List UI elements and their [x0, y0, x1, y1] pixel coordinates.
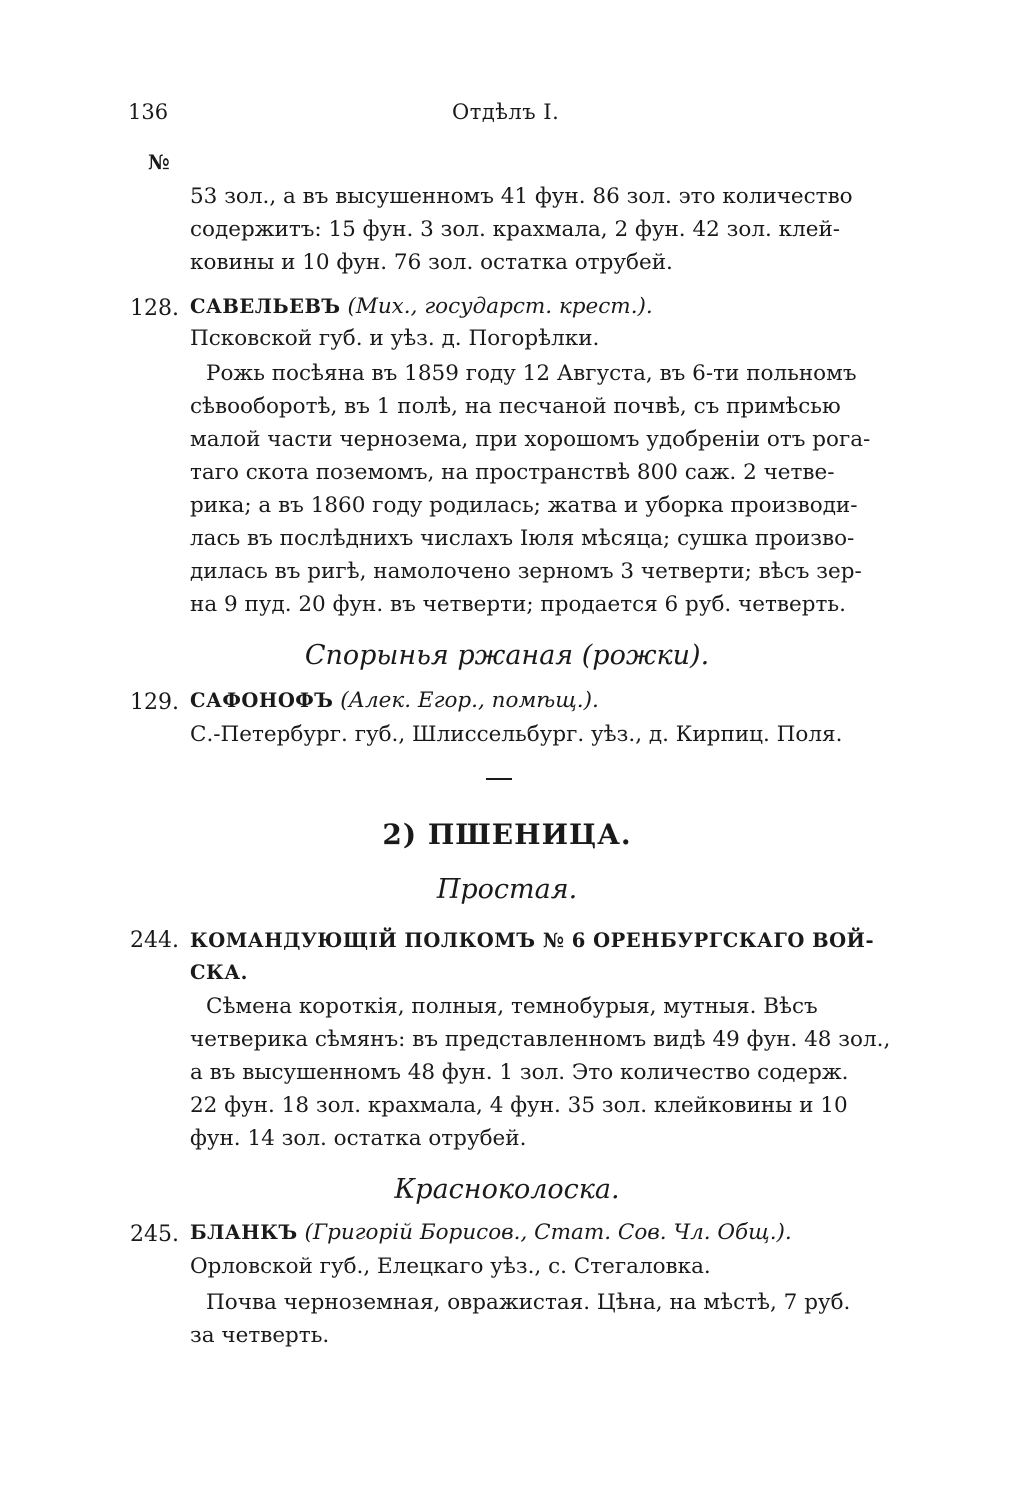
entry-128-text-line-4: таго скота поземомъ, на пространствѣ 800 саж. 2 четве- — [190, 460, 835, 485]
entry-244-text-line-2: четверика сѣмянъ: въ представленномъ видѣ 49 фун. 48 зол., — [190, 1027, 891, 1052]
entry-128-text-line-7: дилась въ ригѣ, намолочено зерномъ 3 четверти; вѣсъ зер- — [190, 559, 862, 584]
entry-128-text-line-2: сѣвооборотѣ, въ 1 полѣ, на песчаной почвѣ, съ примѣсью — [190, 394, 841, 419]
entry-number-128: 128. — [130, 296, 179, 321]
entry-number-244: 244. — [130, 928, 179, 953]
entry-128-text-line-6: лась въ послѣднихъ числахъ Іюля мѣсяца; сушка произво- — [190, 526, 855, 551]
entry-128-text-line-1: Рожь посѣяна въ 1859 году 12 Августа, въ 6-ти польномъ — [206, 361, 857, 386]
heading-sporynya: Спорынья ржаная (рожки). — [304, 640, 710, 671]
entry-245-heading — [190, 1222, 792, 1244]
entry-number-245: 245. — [130, 1222, 179, 1247]
entry-129-name: САФОНОФЪ — [190, 689, 334, 712]
entry-244-text-line-5: фун. 14 зол. остатка отрубей. — [190, 1126, 527, 1151]
entry-128-details: (Мих., государст. крест.). — [347, 294, 653, 319]
heading-pshenitsa: 2) ПШЕНИЦА. — [382, 818, 632, 851]
entry-245-name: БЛАНКЪ — [190, 1221, 298, 1244]
entry-244-text-line-4: 22 фун. 18 зол. крахмала, 4 фун. 35 зол. клейковины и 10 — [190, 1093, 848, 1118]
entry-244-name-end: СКА. — [190, 961, 248, 984]
page-number: 136 — [128, 100, 169, 124]
continuation-line-2: содержитъ: 15 фун. 3 зол. крахмала, 2 фун. 42 зол. клей- — [190, 217, 841, 242]
running-head: Отдѣлъ I. — [452, 100, 560, 124]
number-mark: № — [148, 150, 170, 174]
entry-128-text-line-5: рика; а въ 1860 году родилась; жатва и уборка производи- — [190, 493, 858, 518]
entry-245-text-line-1: Почва черноземная, овражистая. Цѣна, на мѣстѣ, 7 руб. — [206, 1290, 851, 1315]
entry-128-name: САВЕЛЬЕВЪ — [190, 295, 341, 318]
continuation-line-1 — [190, 186, 858, 208]
entry-244-text-line-3: а въ высушенномъ 48 фун. 1 зол. Это количество содерж. — [190, 1060, 849, 1085]
entry-128-text-line-8: на 9 пуд. 20 фун. въ четверти; продается 6 руб. четверть. — [190, 592, 846, 617]
entry-129-details: (Алек. Егор., помѣщ.). — [340, 688, 599, 713]
entry-129-heading — [190, 690, 599, 712]
entry-number-129: 129. — [130, 690, 179, 715]
entry-245-details: (Григорій Борисов., Стат. Сов. Чл. Общ.). — [304, 1220, 792, 1245]
entry-128-location: Псковской губ. и уѣз. д. Погорѣлки. — [190, 326, 600, 351]
entry-128-text-line-3: малой части чернозема, при хорошомъ удобреніи отъ рога- — [190, 427, 871, 452]
heading-prostaya: Простая. — [436, 874, 578, 905]
entry-245-location: Орловской губ., Елецкаго уѣз., с. Стегаловка. — [190, 1254, 711, 1279]
entry-128-heading — [190, 296, 653, 318]
entry-244-name-line-1 — [190, 930, 874, 952]
entry-129-location: С.-Петербург. губ., Шлиссельбург. уѣз., д. Кирпиц. Поля. — [190, 722, 843, 747]
entry-244-name-line-2 — [190, 962, 248, 984]
section-separator-dash — [486, 778, 512, 780]
continuation-text: 53 зол., а въ высушенномъ 41 фун. 86 зол. это количество — [190, 184, 853, 209]
entry-244-name: КОМАНДУЮЩІЙ ПОЛКОМЪ № 6 ОРЕНБУРГСКАГО ВОЙ- — [190, 929, 875, 952]
entry-245-text-line-2: за четверть. — [190, 1323, 330, 1348]
continuation-line-3: ковины и 10 фун. 76 зол. остатка отрубей. — [190, 250, 673, 275]
entry-244-text-line-1: Сѣмена короткія, полныя, темнобурыя, мутныя. Вѣсъ — [206, 994, 818, 1019]
heading-krasnokoloska: Красноколоска. — [394, 1174, 620, 1205]
